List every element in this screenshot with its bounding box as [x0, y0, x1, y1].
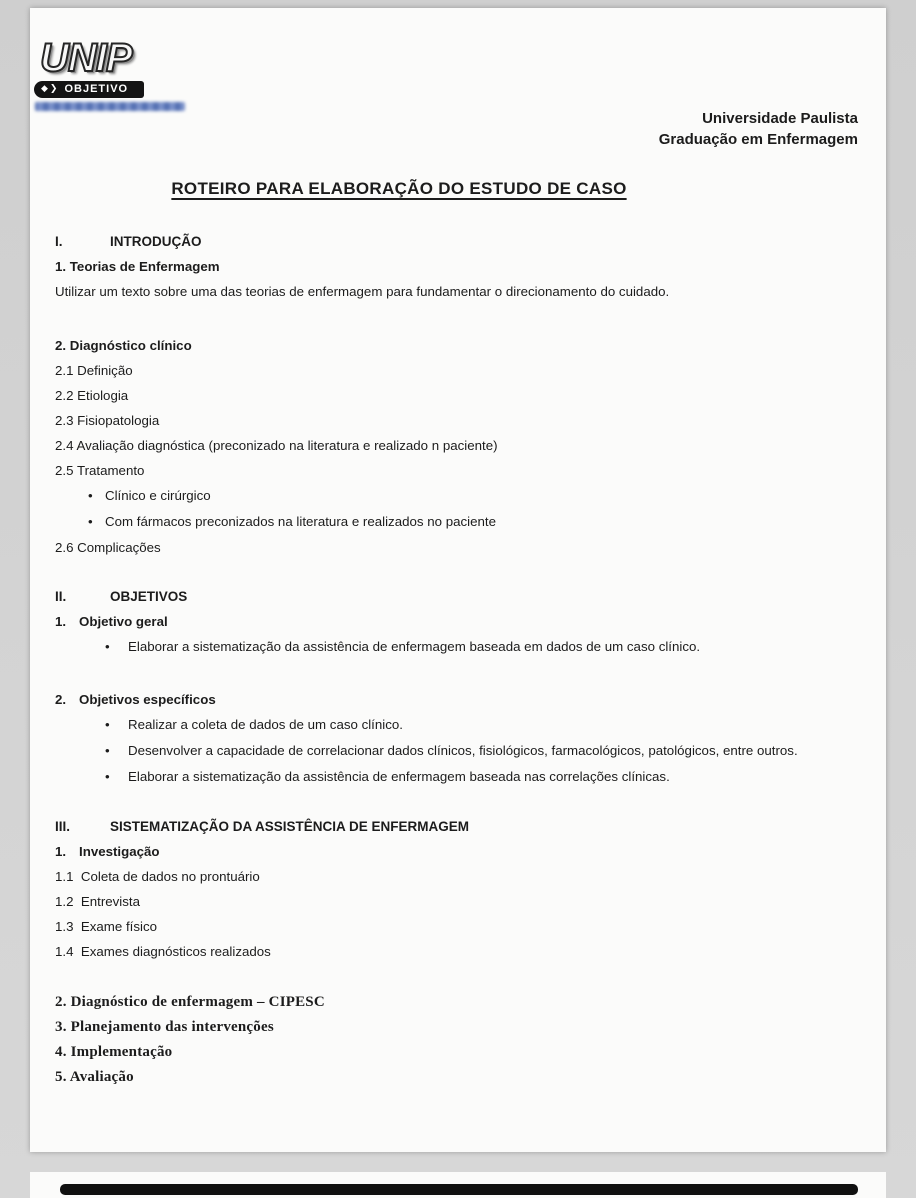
bullet-item: • Com fármacos preconizados na literatura e realizados no paciente	[55, 509, 861, 535]
bullet-item: • Desenvolver a capacidade de correlacionar dados clínicos, fisiológicos, farmacológicos, patológicos, entre outros.	[55, 738, 861, 764]
sub-num: 2.	[55, 692, 67, 707]
final-item: 3. Planejamento das intervenções	[55, 1019, 274, 1035]
bullet-item: • Realizar a coleta de dados de um caso clínico.	[55, 712, 861, 738]
document-header	[659, 108, 858, 150]
intro-paragraph: Utilizar um texto sobre uma das teorias de enfermagem para fundamentar o direcionamento do cuidado.	[55, 284, 670, 299]
doc-body	[55, 229, 861, 1090]
sae-sub1	[55, 839, 861, 864]
section-label: INTRODUÇÃO	[110, 234, 202, 249]
next-page-black-bar	[60, 1184, 858, 1195]
list-item: 1.3 Exame físico	[55, 919, 157, 934]
scanned-page	[30, 8, 886, 1152]
unip-logo-text: UNIP	[40, 36, 132, 80]
objetivo-label: OBJETIVO	[64, 82, 129, 95]
sub-label: Objetivo geral	[79, 614, 168, 629]
list-item: 2.5 Tratamento	[55, 463, 145, 478]
list-item: 2.6 Complicações	[55, 540, 161, 555]
logo-tagline-blur	[35, 102, 185, 111]
list-item: 2.2 Etiologia	[55, 388, 129, 403]
objetivos-sub1	[55, 609, 861, 634]
list-item: 1.4 Exames diagnósticos realizados	[55, 944, 271, 959]
list-item: 2.4 Avaliação diagnóstica (preconizado na literatura e realizado n paciente)	[55, 438, 498, 453]
objetivo-bar	[34, 81, 144, 98]
final-item: 5. Avaliação	[55, 1069, 134, 1085]
section-num: I.	[55, 234, 63, 249]
sub-num: 1.	[55, 844, 67, 859]
bullet-item: • Elaborar a sistematização da assistência de enfermagem baseada nas correlações clínicas.	[55, 764, 861, 790]
doc-title	[30, 179, 886, 199]
section-num: III.	[55, 819, 71, 834]
sub-label: Objetivos específicos	[79, 692, 216, 707]
list-item: 2.3 Fisiopatologia	[55, 413, 160, 428]
intro-sub1: 1. Teorias de Enfermagem	[55, 259, 220, 274]
section-intro-heading	[55, 229, 861, 254]
header-org: Universidade Paulista	[702, 110, 858, 127]
next-page-edge	[30, 1172, 886, 1198]
sub-label: Investigação	[79, 844, 160, 859]
list-item: 1.1 Coleta de dados no prontuário	[55, 869, 260, 884]
list-item: 1.2 Entrevista	[55, 894, 140, 909]
bullet-item: • Clínico e cirúrgico	[55, 483, 861, 509]
unip-logo	[32, 38, 212, 111]
header-dept: Graduação em Enfermagem	[658, 131, 858, 148]
section-objetivos-heading	[55, 584, 861, 609]
final-item: 2. Diagnóstico de enfermagem – CIPESC	[55, 994, 325, 1010]
list-item: 2.1 Definição	[55, 363, 133, 378]
bullet-item: • Elaborar a sistematização da assistência de enfermagem baseada em dados de um caso clínico.	[55, 634, 861, 660]
final-item: 4. Implementação	[55, 1044, 173, 1060]
section-label: SISTEMATIZAÇÃO DA ASSISTÊNCIA DE ENFERMAGEM	[110, 819, 470, 834]
section-sae-heading	[55, 814, 861, 839]
objetivos-sub2	[55, 687, 861, 712]
doc-title-text: ROTEIRO PARA ELABORAÇÃO DO ESTUDO DE CASO	[171, 179, 627, 198]
sub-num: 1.	[55, 614, 67, 629]
diamond-chevron-icon: ◆❯	[41, 83, 60, 93]
intro-sub2: 2. Diagnóstico clínico	[55, 338, 192, 353]
section-label: OBJETIVOS	[110, 589, 188, 604]
section-num: II.	[55, 589, 67, 604]
